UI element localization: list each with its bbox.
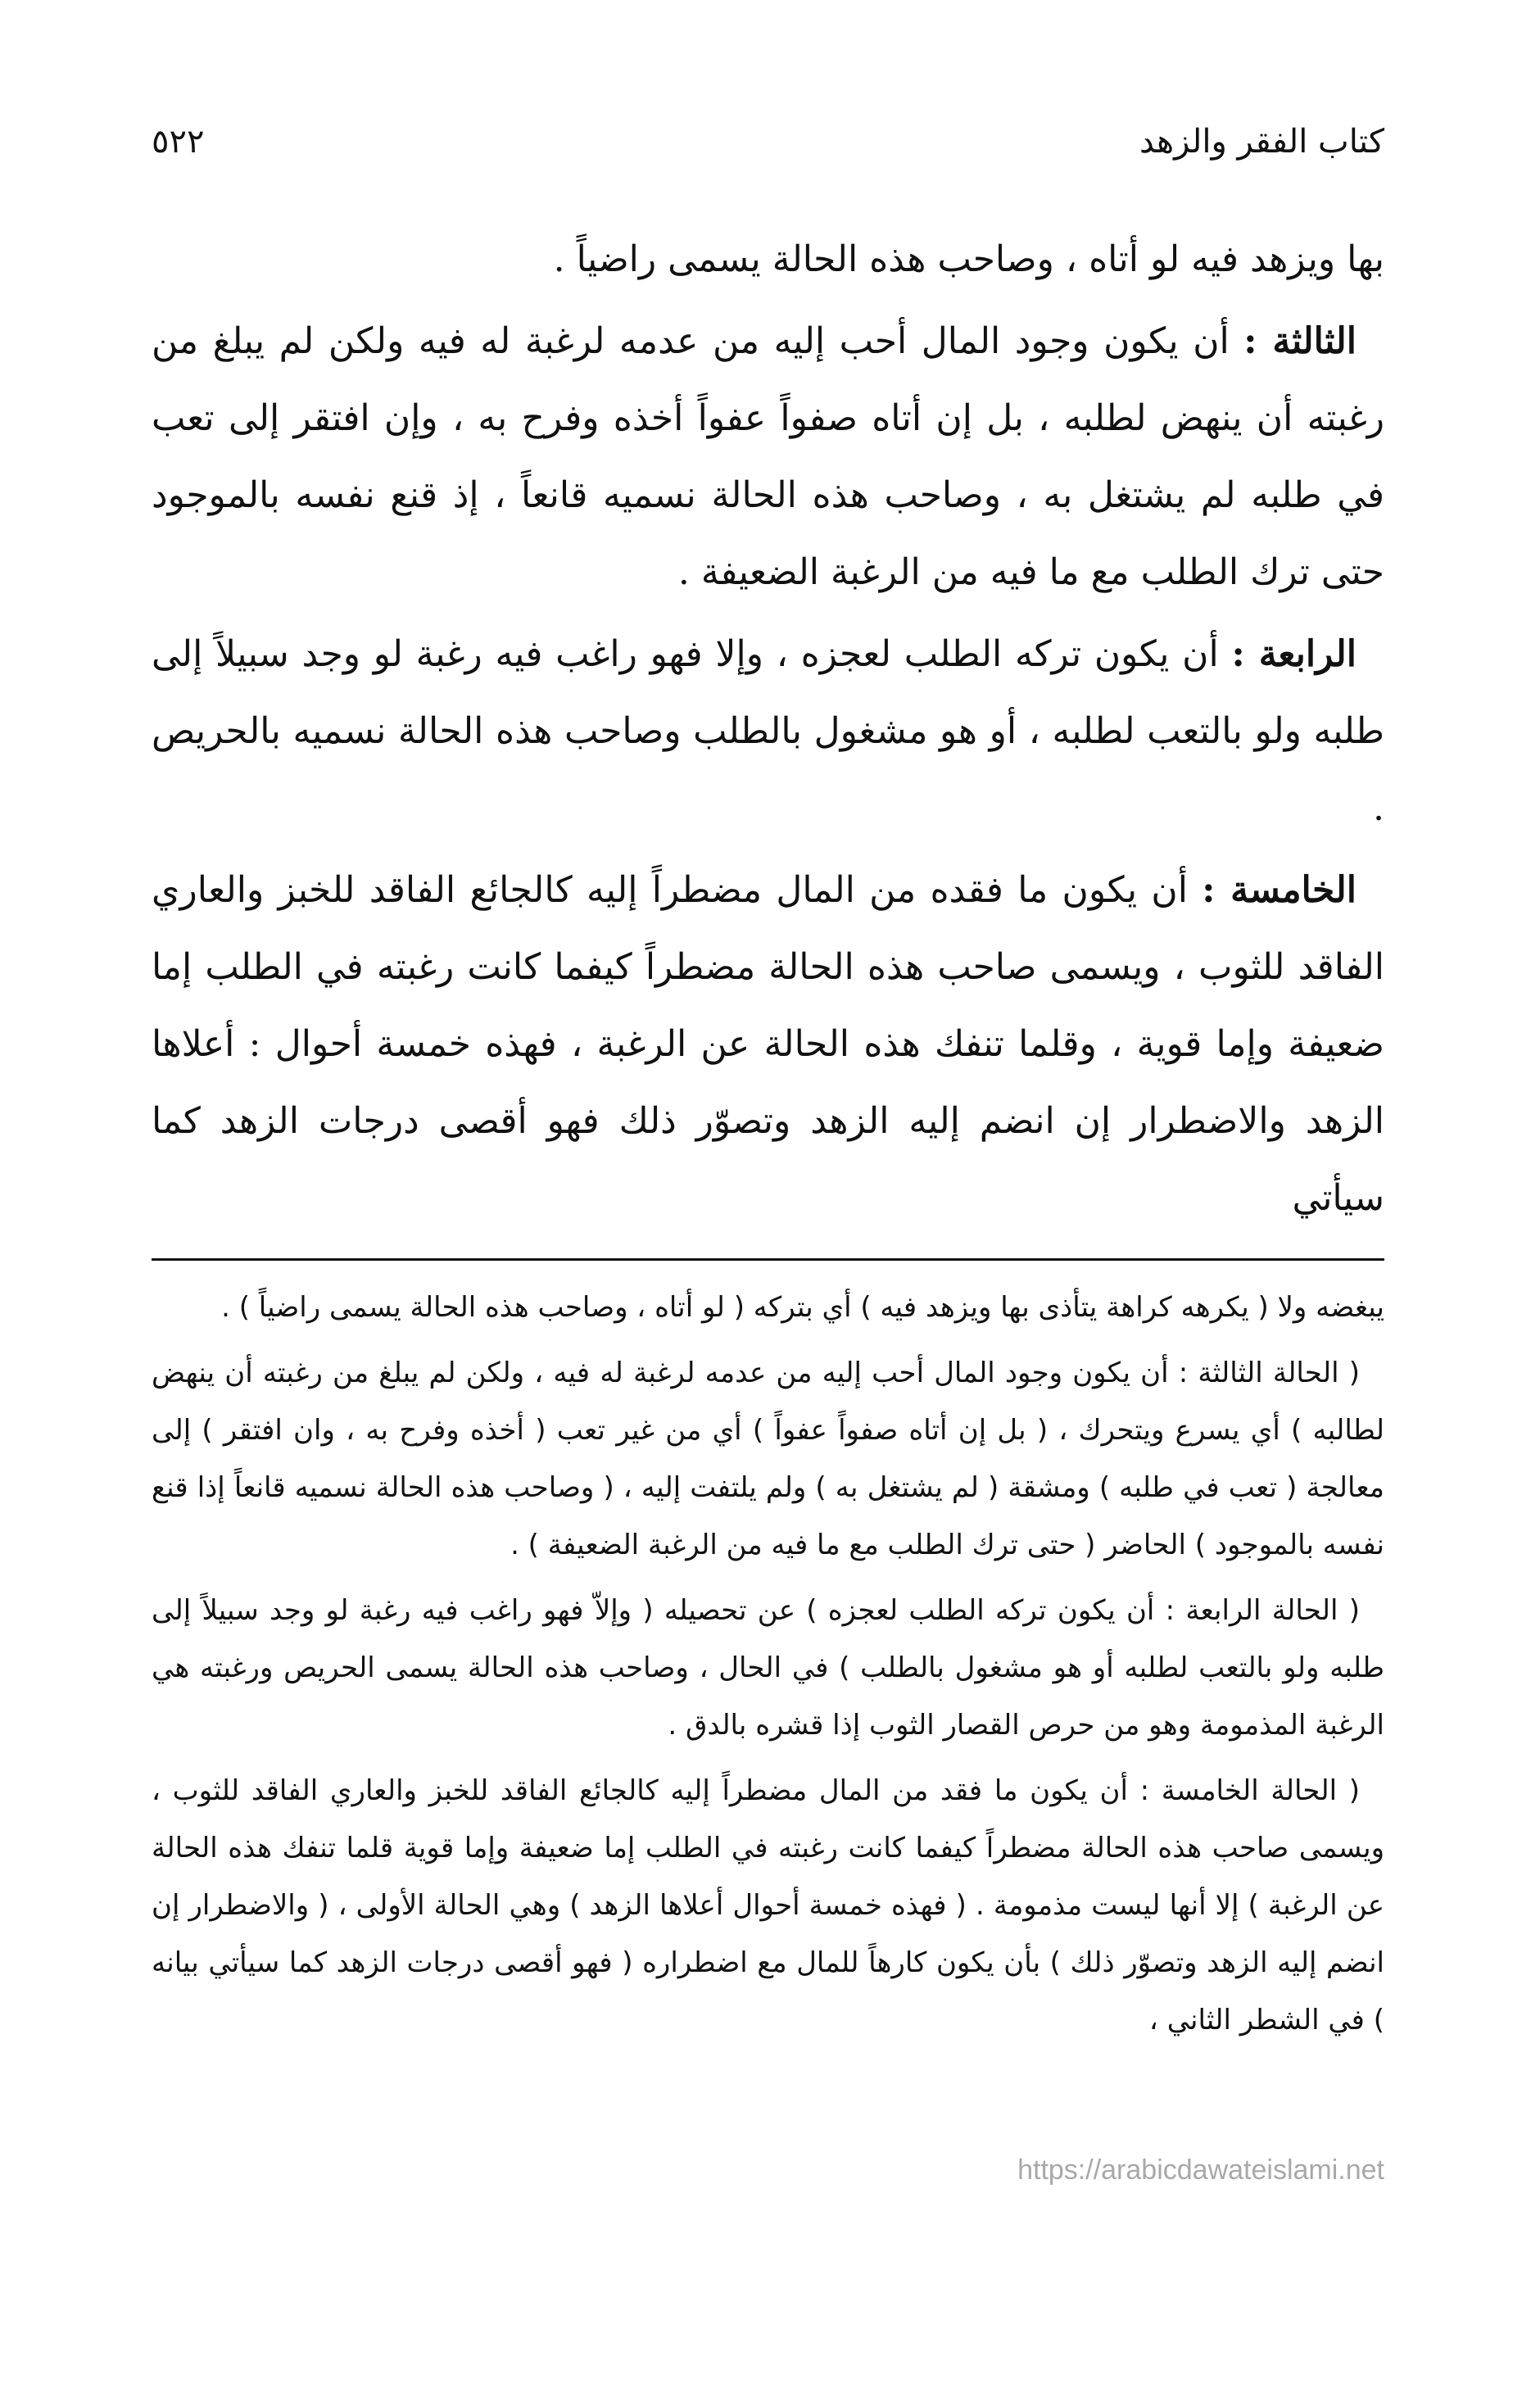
- main-text: [152, 221, 1384, 1237]
- page-header: [152, 123, 1384, 197]
- fifth-state-text: أن يكون ما فقده من المال مضطراً إليه كالجائع الفاقد للخبز والعاري الفاقد للثوب ، ويسمى صاحب هذه الحالة مضطراً كيفما كانت رغبته في الطلب إما ضعيفة وإما قوية ، وقلما تنفك هذه الحالة عن الرغبة ، فهذه خمسة أحوال : أعلاها الزهد والاضطرار إن انضم إليه الزهد وتصوّر ذلك فهو أقصى درجات الزهد كما سيأتي: [152, 869, 1385, 1219]
- commentary: [152, 1279, 1384, 2049]
- book-page: [152, 123, 1384, 2057]
- commentary-paragraph-4: ( الحالة الخامسة : أن يكون ما فقد من المال مضطراً إليه كالجائع الفاقد للخبز والعاري الفاقد للثوب ، ويسمى صاحب هذه الحالة مضطراً كيفما كانت رغبته في الطلب إما ضعيفة وإما قوية قلما تنفك هذه الحالة عن الرغبة ) إلا أنها ليست مذمومة . ( فهذه خمسة أحوال أعلاها الزهد ) وهي الحالة الأولى ، ( والاضطرار إن انضم إليه الزهد وتصوّر ذلك ) بأن يكون كارهاً للمال مع اضطراره ( فهو أقصى درجات الزهد كما سيأتي بيانه ) في الشطر الثاني ،: [152, 1774, 1384, 2036]
- third-state-label: الثالثة :: [1243, 320, 1357, 362]
- third-state-text: أن يكون وجود المال أحب إليه من عدمه لرغبة له فيه ولكن لم يبلغ من رغبته أن ينهض لطلبه ، بل إن أتاه صفواً عفواً أخذه وفرح به ، وإن افتقر إلى تعب في طلبه لم يشتغل به ، وصاحب هذه الحالة نسميه قانعاً ، إذ قنع نفسه بالموجود حتى ترك الطلب مع ما فيه من الرغبة الضعيفة .: [152, 320, 1384, 593]
- page-number: ٥٢٢: [152, 123, 205, 161]
- commentary-paragraph-3: ( الحالة الرابعة : أن يكون تركه الطلب لعجزه ) عن تحصيله ( وإلاّ فهو راغب فيه رغبة لو وجد سبيلاً إلى طلبه ولو بالتعب لطلبه أو هو مشغول بالطلب ) في الحال ، وصاحب هذه الحالة يسمى الحريص ورغبته هي الرغبة المذمومة وهو من حرص القصار الثوب إذا قشره بالدق .: [152, 1594, 1384, 1742]
- running-title: كتاب الفقر والزهد: [1139, 123, 1384, 161]
- fifth-state-label: الخامسة :: [1202, 869, 1357, 911]
- commentary-paragraph-2: ( الحالة الثالثة : أن يكون وجود المال أحب إليه من عدمه لرغبة له فيه ، ولكن لم يبلغ من رغبته أن ينهض لطالبه ) أي يسرع ويتحرك ، ( بل إن أتاه صفواً عفواً ) أي من غير تعب ( أخذه وفرح به ، وان افتقر ) إلى معالجة ( تعب في طلبه ) ومشقة ( لم يشتغل به ) ولم يلتفت إليه ، ( وصاحب هذه الحالة نسميه قانعاً إذا قنع نفسه بالموجود ) الحاضر ( حتى ترك الطلب مع ما فيه من الرغبة الضعيفة ) .: [152, 1357, 1384, 1561]
- continuation-paragraph: بها ويزهد فيه لو أتاه ، وصاحب هذه الحالة يسمى راضياً .: [553, 238, 1384, 280]
- source-watermark: https://arabicdawateislami.net: [1017, 2154, 1384, 2186]
- third-state-paragraph: [152, 303, 1384, 611]
- fifth-state-paragraph: [152, 852, 1384, 1237]
- fourth-state-text: أن يكون تركه الطلب لعجزه ، وإلا فهو راغب فيه رغبة لو وجد سبيلاً إلى طلبه ولو بالتعب لطلبه ، أو هو مشغول بالطلب وصاحب هذه الحالة نسميه بالحريص .: [152, 633, 1384, 829]
- section-divider: [152, 1258, 1384, 1261]
- fourth-state-paragraph: [152, 616, 1384, 847]
- commentary-paragraph-1: يبغضه ولا ( يكرهه كراهة يتأذى بها ويزهد فيه ) أي بتركه ( لو أتاه ، وصاحب هذه الحالة يسمى راضياً ) .: [221, 1291, 1384, 1324]
- fourth-state-label: الرابعة :: [1231, 633, 1357, 675]
